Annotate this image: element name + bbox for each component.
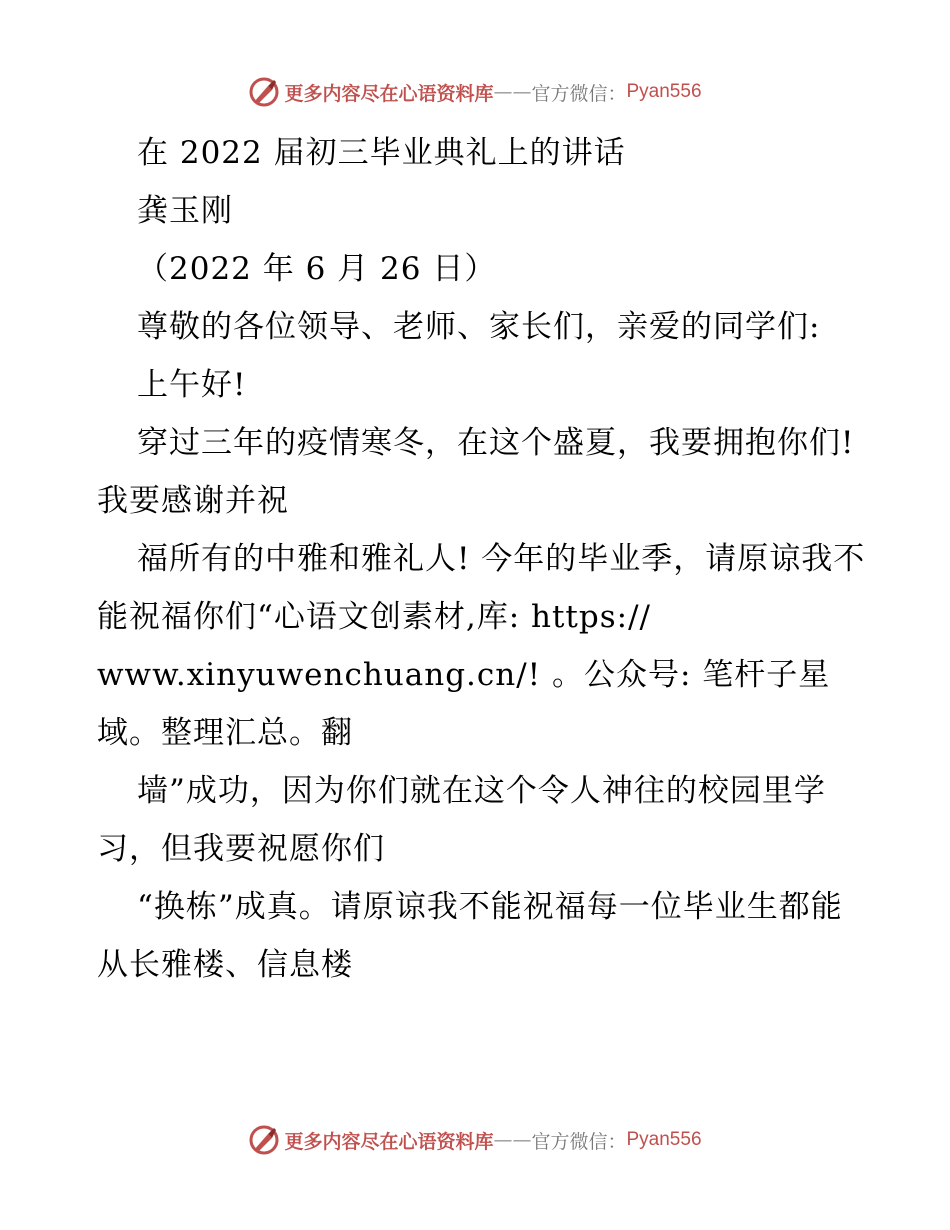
paragraph: www.xinyuwenchuang.cn/! 。公众号: 笔杆子星域。整理汇总。翻 <box>97 657 831 751</box>
banner-wechat-label: 官方微信： <box>531 82 627 105</box>
paragraph: 穿过三年的疫情寒冬，在这个盛夏，我要拥抱你们! 我要感谢并祝 <box>97 425 855 519</box>
banner-dash: —— <box>493 1129 532 1151</box>
paragraph: “换栋”成真。请原谅我不能祝福每一位毕业生都能从长雅楼、信息楼 <box>97 889 843 983</box>
header-banner <box>0 70 950 114</box>
banner-wechat-id: Pyan556 <box>626 1129 702 1150</box>
document-title: 在 2022 届初三毕业典礼上的讲话 <box>137 135 626 171</box>
document-body <box>97 124 867 994</box>
paragraph: 上午好! <box>137 367 247 403</box>
paragraph: 尊敬的各位领导、老师、家长们，亲爱的同学们: <box>137 309 821 345</box>
banner-wechat-id: Pyan556 <box>626 81 702 102</box>
banner-dash: —— <box>493 81 532 103</box>
banner-wechat-label: 官方微信： <box>531 1130 627 1153</box>
banner-site-text: 更多内容尽在心语资料库 <box>284 1130 494 1153</box>
pen-logo-icon <box>248 76 280 108</box>
pen-logo-icon <box>248 1124 280 1156</box>
footer-banner <box>0 1118 950 1162</box>
paragraph: 福所有的中雅和雅礼人! 今年的毕业季，请原谅我不能祝福你们“心语文创素材,库: https:// <box>97 541 866 635</box>
document-date: （2022 年 6 月 26 日） <box>137 251 497 287</box>
banner-site-text: 更多内容尽在心语资料库 <box>284 82 494 105</box>
paragraph: 墙”成功，因为你们就在这个令人神往的校园里学习，但我要祝愿你们 <box>97 773 826 867</box>
document-author: 龚玉刚 <box>137 193 233 229</box>
